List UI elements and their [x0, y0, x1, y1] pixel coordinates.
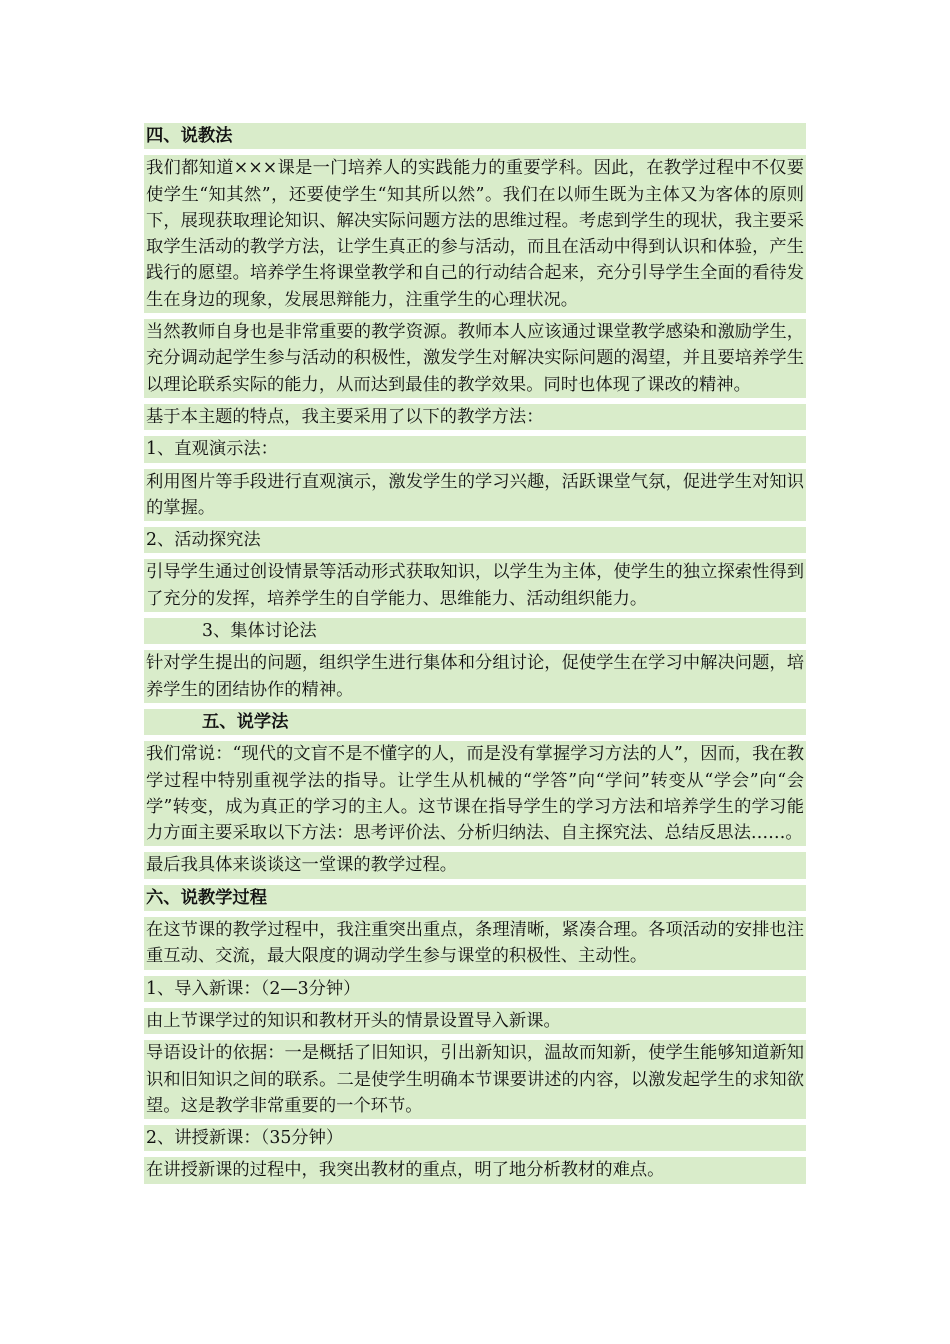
body-paragraph: 导语设计的依据：一是概括了旧知识，引出新知识，温故而知新，使学生能够知道新知识和旧知识之间的联系。二是使学生明确本节课要讲述的内容，以激发起学生的求知欲望。这是教学非常重要的一个环节。 [144, 1040, 806, 1119]
body-paragraph: 2、讲授新课：（35分钟） [144, 1125, 806, 1151]
body-paragraph: 1、导入新课：（2—3分钟） [144, 976, 806, 1002]
body-paragraph: 我们都知道×××课是一门培养人的实践能力的重要学科。因此，在教学过程中不仅要使学生“知其然”，还要使学生“知其所以然”。我们在以师生既为主体又为客体的原则下，展现获取理论知识、解决实际问题方法的思维过程。考虑到学生的现状，我主要采取学生活动的教学方法，让学生真正的参与活动，而且在活动中得到认识和体验，产生践行的愿望。培养学生将课堂教学和自己的行动结合起来，充分引导学生全面的看待发生在身边的现象，发展思辩能力，注重学生的心理状况。 [144, 155, 806, 313]
body-paragraph: 在这节课的教学过程中，我注重突出重点，条理清晰，紧凑合理。各项活动的安排也注重互动、交流，最大限度的调动学生参与课堂的积极性、主动性。 [144, 917, 806, 970]
section-heading: 五、说学法 [144, 709, 806, 735]
body-paragraph: 我们常说：“现代的文盲不是不懂字的人，而是没有掌握学习方法的人”，因而，我在教学过程中特别重视学法的指导。让学生从机械的“学答”向“学问”转变从“学会”向“会学”转变，成为真正的学习的主人。这节课在指导学生的学习方法和培养学生的学习能力方面主要采取以下方法：思考评价法、分析归纳法、自主探究法、总结反思法……。 [144, 741, 806, 846]
section-heading: 六、说教学过程 [144, 885, 806, 911]
body-paragraph: 由上节课学过的知识和教材开头的情景设置导入新课。 [144, 1008, 806, 1034]
body-paragraph: 利用图片等手段进行直观演示，激发学生的学习兴趣，活跃课堂气氛，促进学生对知识的掌握。 [144, 469, 806, 522]
body-paragraph: 针对学生提出的问题，组织学生进行集体和分组讨论，促使学生在学习中解决问题，培养学生的团结协作的精神。 [144, 650, 806, 703]
body-paragraph: 引导学生通过创设情景等活动形式获取知识，以学生为主体，使学生的独立探索性得到了充分的发挥，培养学生的自学能力、思维能力、活动组织能力。 [144, 559, 806, 612]
body-paragraph: 1、直观演示法： [144, 436, 806, 462]
body-paragraph: 在讲授新课的过程中，我突出教材的重点，明了地分析教材的难点。 [144, 1157, 806, 1183]
body-paragraph: 最后我具体来谈谈这一堂课的教学过程。 [144, 852, 806, 878]
document-page [144, 123, 806, 1190]
list-item-heading: 3、集体讨论法 [144, 618, 806, 644]
body-paragraph: 基于本主题的特点，我主要采用了以下的教学方法： [144, 404, 806, 430]
section-heading: 四、说教法 [144, 123, 806, 149]
body-paragraph: 当然教师自身也是非常重要的教学资源。教师本人应该通过课堂教学感染和激励学生，充分调动起学生参与活动的积极性，激发学生对解决实际问题的渴望，并且要培养学生以理论联系实际的能力，从而达到最佳的教学效果。同时也体现了课改的精神。 [144, 319, 806, 398]
body-paragraph: 2、活动探究法 [144, 527, 806, 553]
